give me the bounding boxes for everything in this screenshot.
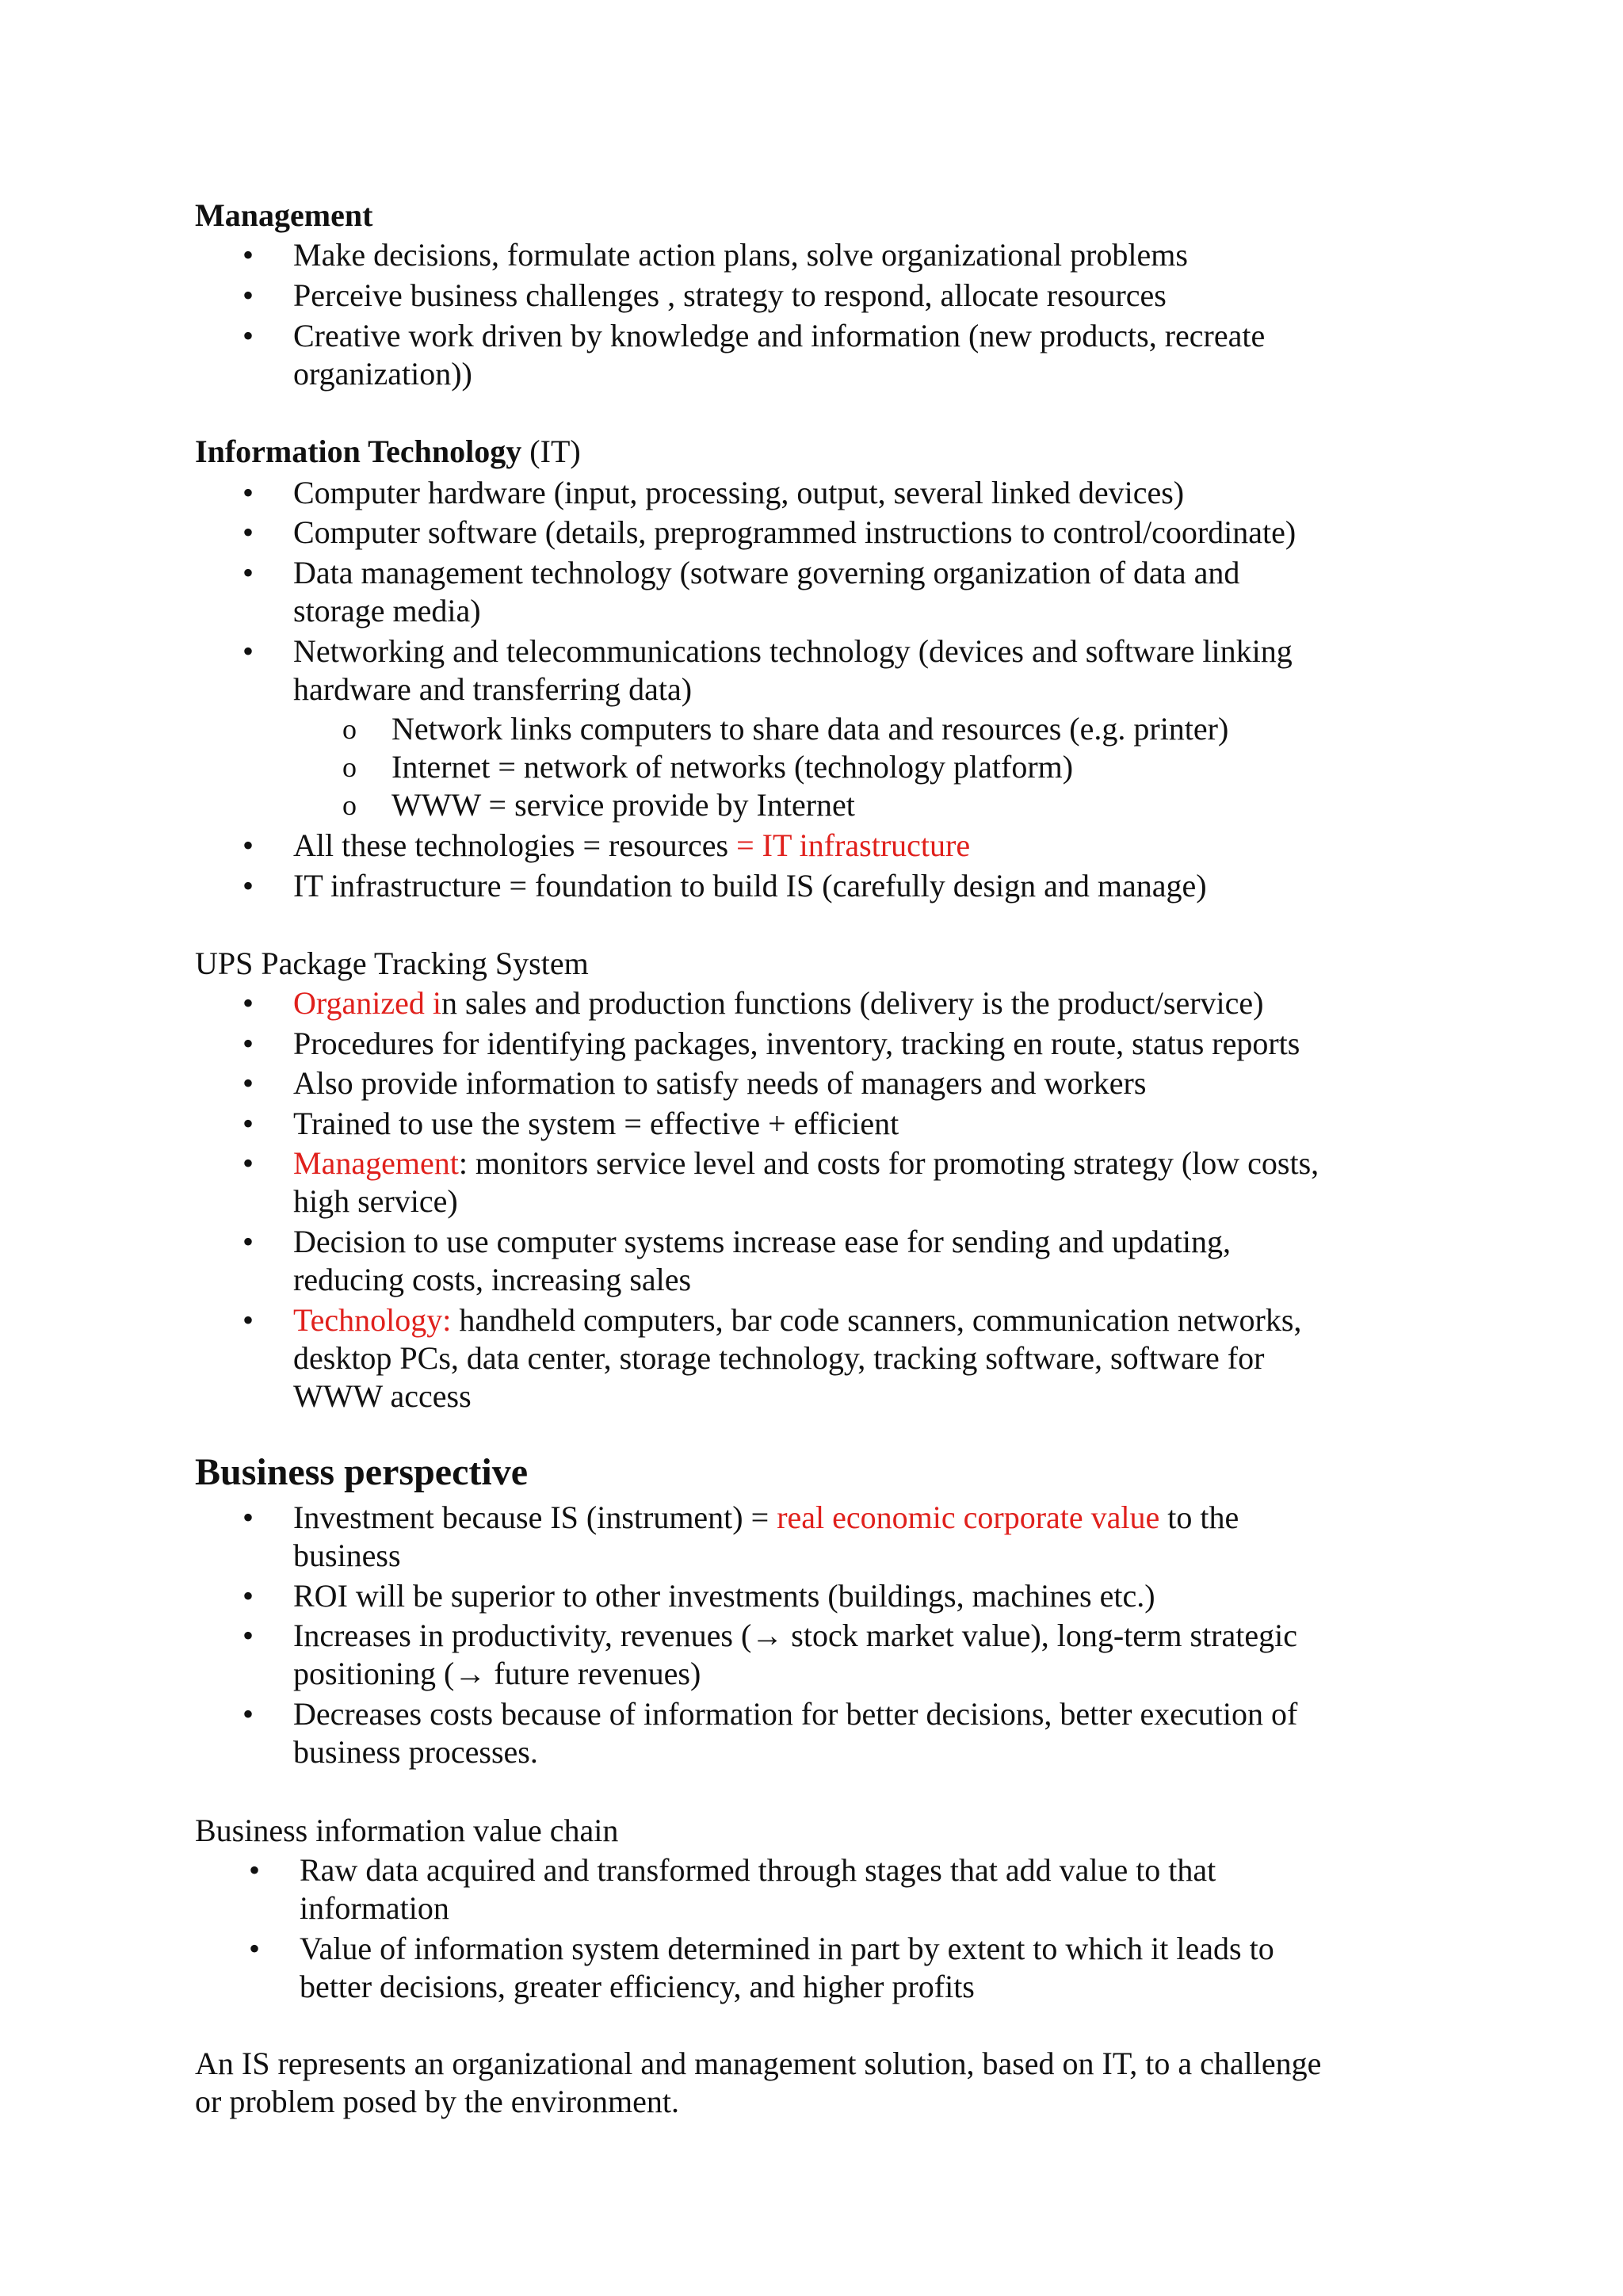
conclusion-line: or problem posed by the environment. [195, 2084, 679, 2119]
business-item-continued: business processes. [293, 1734, 538, 1770]
value-chain-item-continued: better decisions, greater efficiency, and higher profits [300, 1969, 975, 2004]
bullet-icon: • [242, 827, 254, 863]
sub-bullet-icon: o [342, 789, 357, 821]
bullet-icon: • [242, 277, 254, 313]
bullet-icon: • [242, 514, 254, 550]
business-item-continued: positioning (→ future revenues) [293, 1656, 701, 1691]
bullet-icon: • [249, 1931, 261, 1966]
management-item: Make decisions, formulate action plans, solve organizational problems [293, 237, 1188, 273]
bullet-icon: • [242, 633, 254, 669]
bullet-icon: • [242, 1026, 254, 1061]
management-item-continued: organization)) [293, 356, 472, 392]
it-heading-suffix: (IT) [521, 434, 581, 469]
ups-item-organized [293, 984, 1263, 1022]
ups-item-continued: high service) [293, 1183, 458, 1219]
it-item: Data management technology (sotware governing organization of data and [293, 555, 1240, 590]
ups-item-continued: WWW access [293, 1378, 472, 1414]
bullet-icon: • [242, 1145, 254, 1181]
ups-item-continued: reducing costs, increasing sales [293, 1262, 692, 1297]
bullet-icon: • [242, 237, 254, 273]
it-item: Networking and telecommunications technology (devices and software linking [293, 633, 1293, 669]
bullet-icon: • [242, 555, 254, 590]
business-item: Increases in productivity, revenues (→ stock market value), long-term strategic [293, 1618, 1297, 1653]
business-perspective-heading: Business perspective [195, 1451, 528, 1493]
business-item-investment [293, 1499, 1239, 1537]
bullet-icon: • [242, 1578, 254, 1614]
ups-item-management [293, 1144, 1319, 1182]
it-item-continued: hardware and transferring data) [293, 671, 693, 707]
resources-text: All these technologies = resources [293, 827, 737, 863]
it-sub-item: Network links computers to share data and resources (e.g. printer) [391, 711, 1229, 747]
ups-item: Decision to use computer systems increase ease for sending and updating, [293, 1224, 1232, 1259]
conclusion-line: An IS represents an organizational and management solution, based on IT, to a challenge [195, 2046, 1322, 2081]
business-item-continued: business [293, 1538, 401, 1573]
organized-text: n sales and production functions (delivery is the product/service) [441, 985, 1264, 1021]
business-item: ROI will be superior to other investments (buildings, machines etc.) [293, 1578, 1155, 1614]
it-heading [195, 433, 581, 471]
it-item: IT infrastructure = foundation to build IS (carefully design and manage) [293, 868, 1207, 904]
bullet-icon: • [242, 1106, 254, 1141]
ups-item: Trained to use the system = effective + efficient [293, 1106, 899, 1141]
corporate-value-highlight: real economic corporate value [777, 1499, 1160, 1535]
bullet-icon: • [249, 1852, 261, 1888]
management-text: : monitors service level and costs for promoting strategy (low costs, [458, 1145, 1319, 1181]
value-chain-item-continued: information [300, 1890, 449, 1926]
bullet-icon: • [242, 1696, 254, 1732]
ups-item-continued: desktop PCs, data center, storage technology, tracking software, software for [293, 1340, 1265, 1376]
it-item: Computer hardware (input, processing, output, several linked devices) [293, 475, 1185, 510]
ups-item-technology [293, 1301, 1301, 1339]
bullet-icon: • [242, 1618, 254, 1653]
it-infrastructure-highlight: = IT infrastructure [736, 827, 971, 863]
management-highlight: Management [293, 1145, 459, 1181]
it-item-resources [293, 827, 970, 865]
technology-highlight: Technology: [293, 1302, 452, 1338]
value-chain-item: Raw data acquired and transformed through stages that add value to that [300, 1852, 1216, 1888]
investment-text: Investment because IS (instrument) = [293, 1499, 777, 1535]
it-sub-item: WWW = service provide by Internet [391, 787, 855, 823]
sub-bullet-icon: o [342, 713, 357, 745]
sub-bullet-icon: o [342, 751, 357, 783]
ups-heading: UPS Package Tracking System [195, 946, 589, 981]
management-item: Creative work driven by knowledge and information (new products, recreate [293, 318, 1266, 353]
bullet-icon: • [242, 1065, 254, 1101]
investment-suffix: to the [1159, 1499, 1239, 1535]
ups-item: Procedures for identifying packages, inventory, tracking en route, status reports [293, 1026, 1300, 1061]
technology-text: handheld computers, bar code scanners, communication networks, [451, 1302, 1302, 1338]
organized-highlight: Organized i [293, 985, 441, 1021]
management-item: Perceive business challenges , strategy to respond, allocate resources [293, 277, 1167, 313]
bullet-icon: • [242, 318, 254, 353]
value-chain-item: Value of information system determined in part by extent to which it leads to [300, 1931, 1274, 1966]
it-item: Computer software (details, preprogrammed instructions to control/coordinate) [293, 514, 1296, 550]
management-heading: Management [195, 197, 373, 233]
it-sub-item: Internet = network of networks (technology platform) [391, 749, 1074, 785]
it-heading-bold: Information Technology [195, 434, 522, 469]
bullet-icon: • [242, 985, 254, 1021]
business-item: Decreases costs because of information for better decisions, better execution of [293, 1696, 1298, 1732]
bullet-icon: • [242, 475, 254, 510]
value-chain-heading: Business information value chain [195, 1813, 619, 1848]
bullet-icon: • [242, 868, 254, 904]
it-item-continued: storage media) [293, 593, 481, 628]
ups-item: Also provide information to satisfy needs of managers and workers [293, 1065, 1147, 1101]
bullet-icon: • [242, 1302, 254, 1338]
bullet-icon: • [242, 1499, 254, 1535]
bullet-icon: • [242, 1224, 254, 1259]
